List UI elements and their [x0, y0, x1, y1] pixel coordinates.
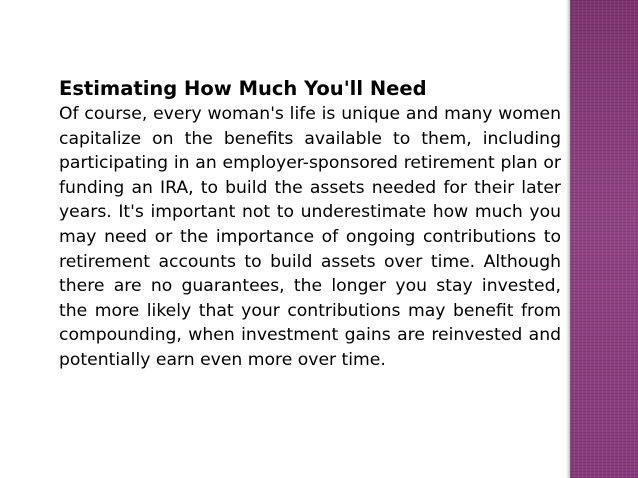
slide-title: Estimating How Much You'll Need — [59, 77, 427, 100]
decorative-side-band — [570, 0, 638, 478]
slide-content — [59, 76, 561, 373]
slide-body-text: Of course, every woman's life is unique and many women capitalize on the benefits available to them, including participating in an employer-sponsored retirement plan or funding an IRA, to build the assets needed for their later years. It's important not to underestimate how much you may need or the importance of ongoing contributions to retirement accounts to build assets over time. Although there are no guarantees, the longer you stay invested, the more likely that your contributions may benefit from compounding, when investment gains are reinvested and potentially earn even more over time. — [59, 104, 561, 370]
